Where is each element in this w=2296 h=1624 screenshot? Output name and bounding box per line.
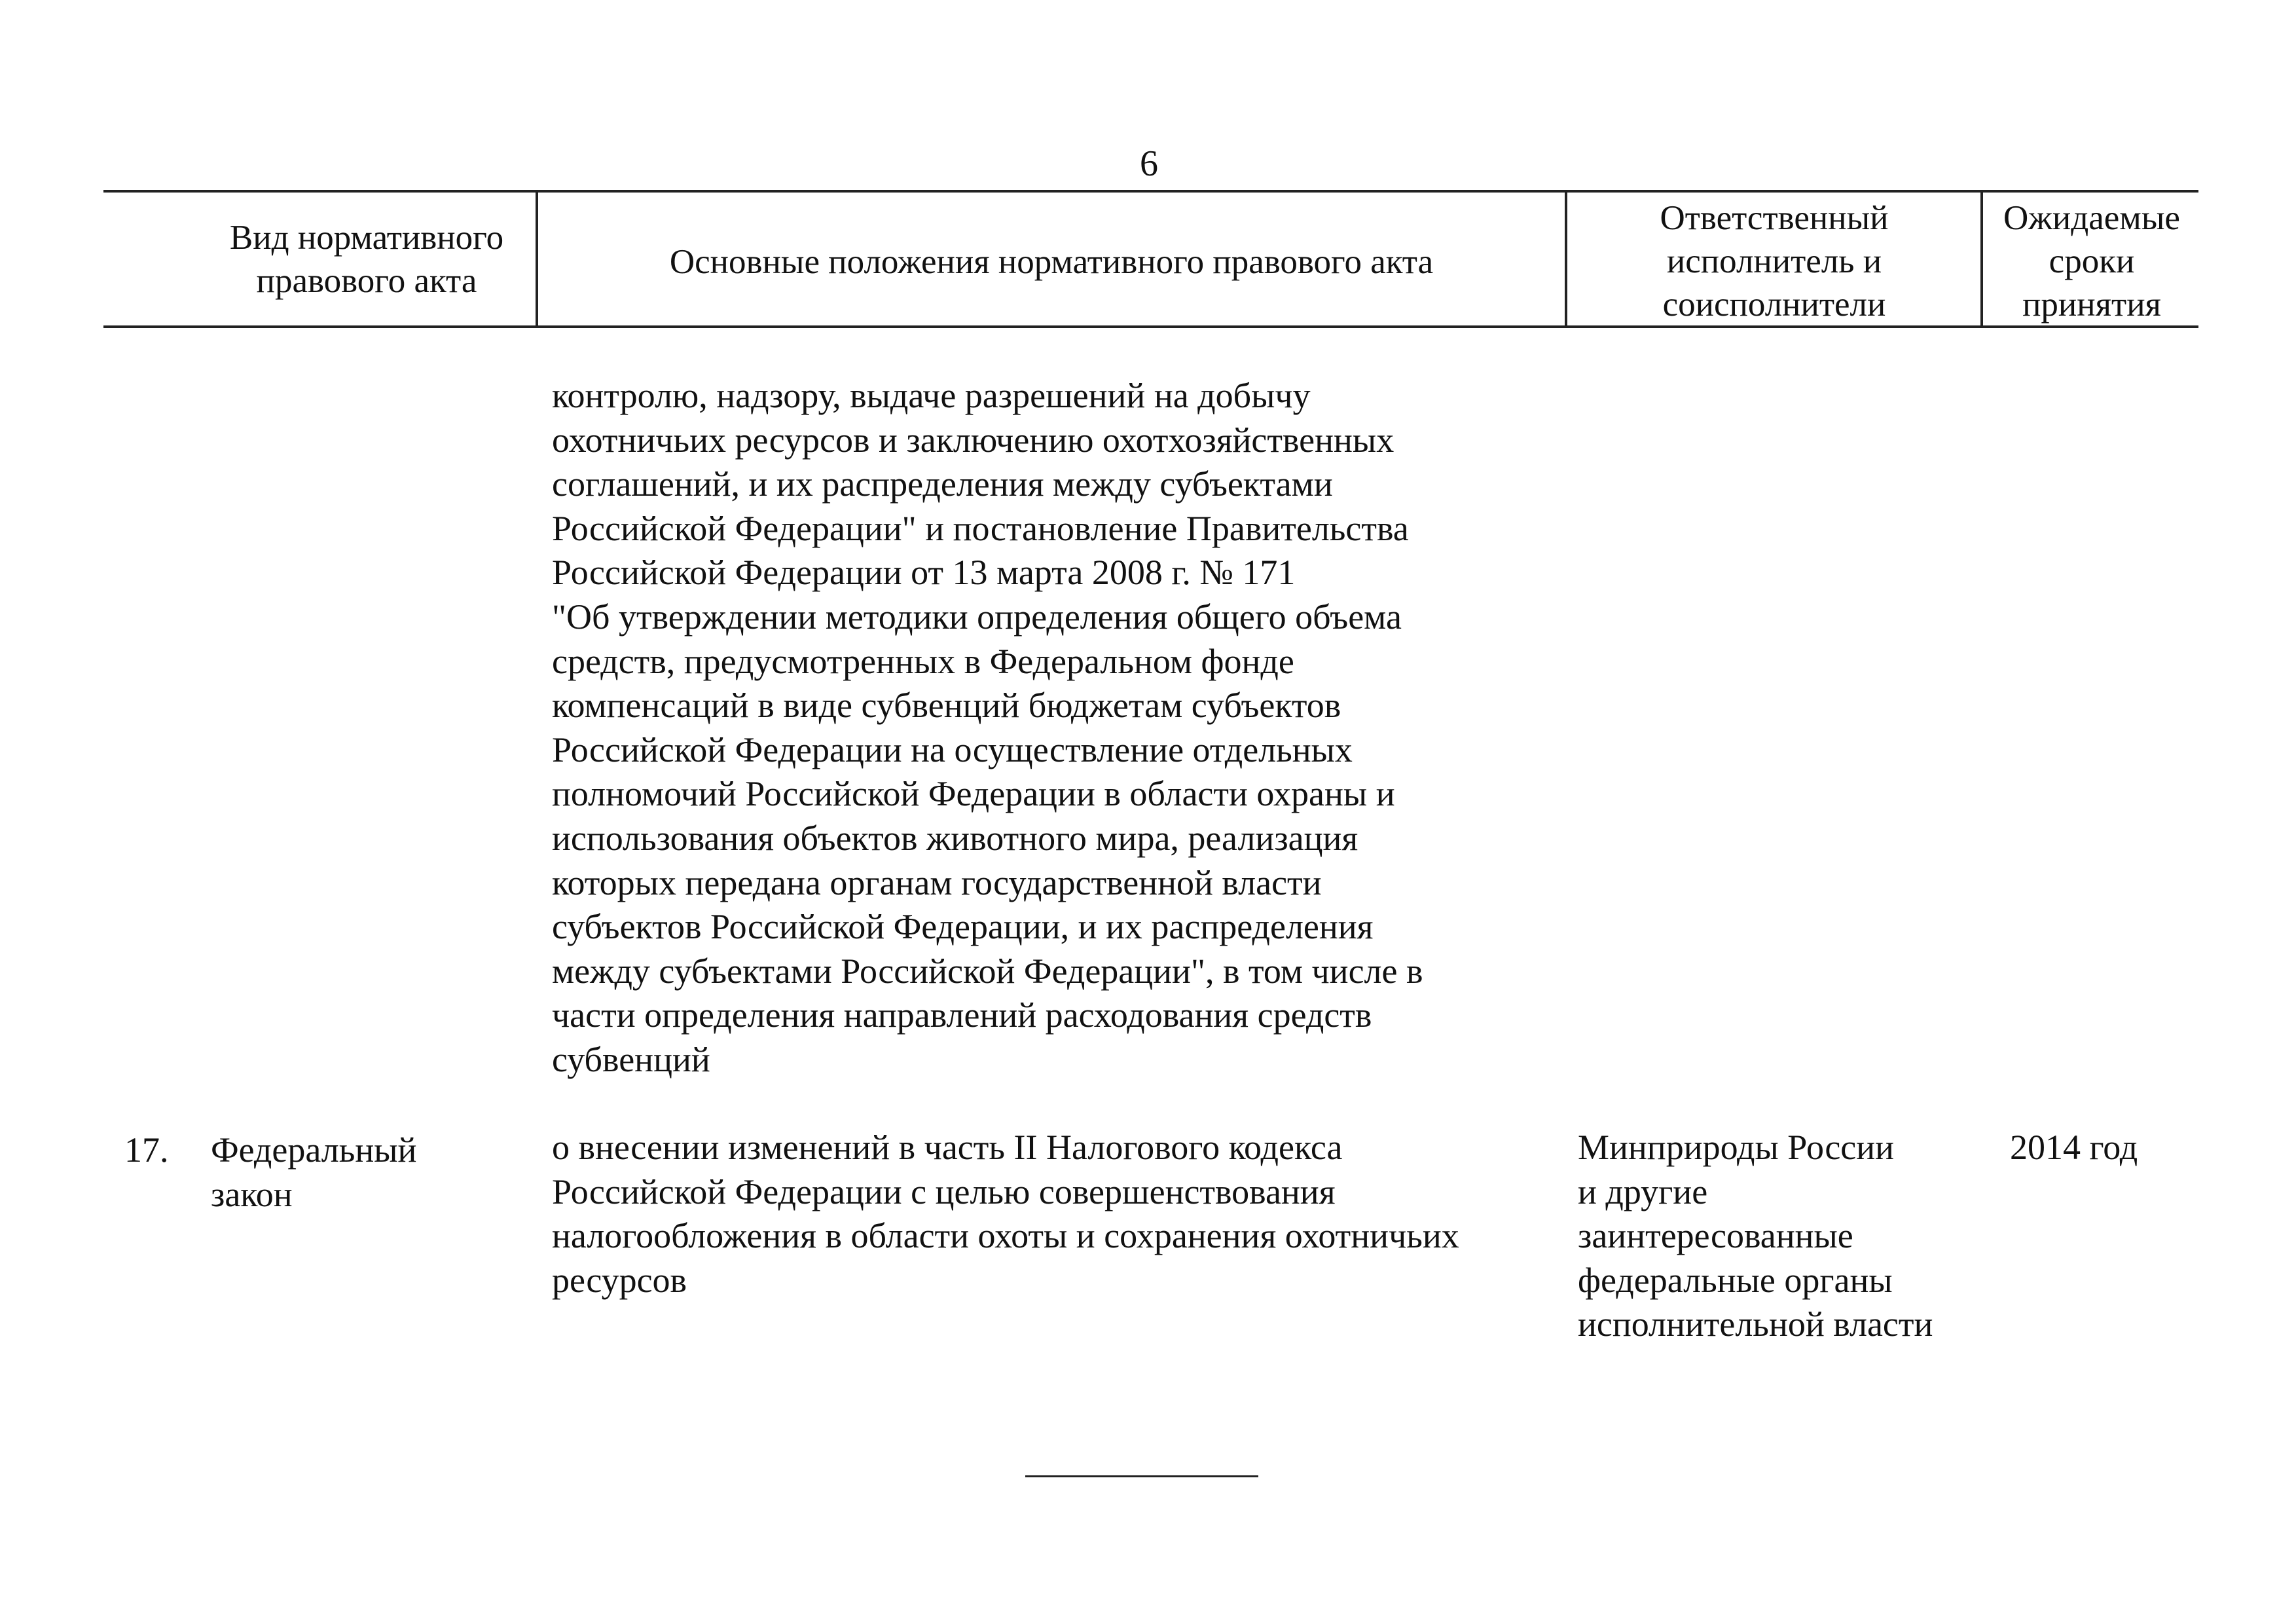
- header-col-type: [196, 216, 537, 303]
- continuation-line: Российской Федерации на осуществление отдельных: [552, 729, 1353, 769]
- continuation-text: [552, 374, 1560, 1082]
- row-type: [211, 1128, 525, 1217]
- continuation-line: контролю, надзору, выдаче разрешений на добычу: [552, 376, 1311, 415]
- row-provisions: [552, 1126, 1560, 1302]
- header-col-provisions-text: Основные положения нормативного правового акта: [669, 243, 1434, 281]
- continuation-line: субъектов Российской Федерации, и их распределения: [552, 907, 1374, 947]
- continuation-line: "Об утверждении методики определения общего объема: [552, 597, 1402, 637]
- continuation-line: полномочий Российской Федерации в области охраны и: [552, 774, 1395, 814]
- continuation-line: которых передана органам государственной власти: [552, 862, 1322, 902]
- row-deadline-text: 2014 год: [2010, 1128, 2138, 1167]
- continuation-line: использования объектов животного мира, реализация: [552, 818, 1358, 858]
- continuation-line: Российской Федерации от 13 марта 2008 г. № 171: [552, 553, 1296, 593]
- continuation-line: средств, предусмотренных в Федеральном фонде: [552, 641, 1294, 681]
- header-col-deadline: [1984, 196, 2200, 326]
- row-type-line: Федеральный: [211, 1130, 417, 1170]
- header-top-rule: [103, 190, 2198, 193]
- continuation-line: части определения направлений расходования средств: [552, 995, 1372, 1035]
- header-col-type-line: правового акта: [256, 262, 477, 300]
- row-responsible: [1578, 1126, 1984, 1347]
- header-col-responsible-line: Ответственный: [1660, 199, 1889, 237]
- header-col-deadline-line: сроки: [2049, 242, 2135, 280]
- header-divider-2: [1565, 191, 1567, 327]
- row-responsible-line: исполнительной власти: [1578, 1304, 1933, 1344]
- page-number: 6: [1140, 143, 1158, 184]
- row-responsible-line: Минприроды России: [1578, 1128, 1895, 1167]
- row-responsible-line: и другие: [1578, 1172, 1708, 1211]
- row-provisions-line: ресурсов: [552, 1260, 687, 1300]
- header-col-responsible-line: соисполнители: [1662, 286, 1886, 323]
- row-deadline: [2010, 1126, 2200, 1170]
- row-responsible-line: заинтересованные: [1578, 1216, 1853, 1256]
- header-divider-3: [1980, 191, 1983, 327]
- header-col-responsible: [1568, 196, 1980, 326]
- row-type-line: закон: [211, 1174, 293, 1214]
- row-provisions-line: о внесении изменений в часть II Налогового кодекса: [552, 1128, 1343, 1167]
- row-number-text: 17.: [124, 1130, 169, 1170]
- row-number: [124, 1128, 190, 1173]
- row-provisions-line: Российской Федерации с целью совершенствования: [552, 1172, 1336, 1211]
- continuation-line: между субъектами Российской Федерации", в том числе в: [552, 951, 1423, 991]
- continuation-line: соглашений, и их распределения между субъектами: [552, 464, 1333, 504]
- continuation-line: субвенций: [552, 1039, 710, 1079]
- end-of-document-rule: [1025, 1475, 1258, 1477]
- header-col-deadline-line: принятия: [2022, 286, 2161, 323]
- continuation-line: Российской Федерации" и постановление Правительства: [552, 508, 1409, 548]
- header-col-deadline-line: Ожидаемые: [2003, 199, 2180, 237]
- continuation-line: компенсаций в виде субвенций бюджетам субъектов: [552, 686, 1341, 726]
- header-col-responsible-line: исполнитель и: [1666, 242, 1882, 280]
- continuation-line: охотничьих ресурсов и заключению охотхозяйственных: [552, 420, 1394, 460]
- row-provisions-line: налогообложения в области охоты и сохранения охотничьих: [552, 1216, 1459, 1256]
- row-responsible-line: федеральные органы: [1578, 1260, 1893, 1300]
- header-col-type-line: Вид нормативного: [229, 219, 504, 257]
- header-col-provisions: [538, 240, 1565, 284]
